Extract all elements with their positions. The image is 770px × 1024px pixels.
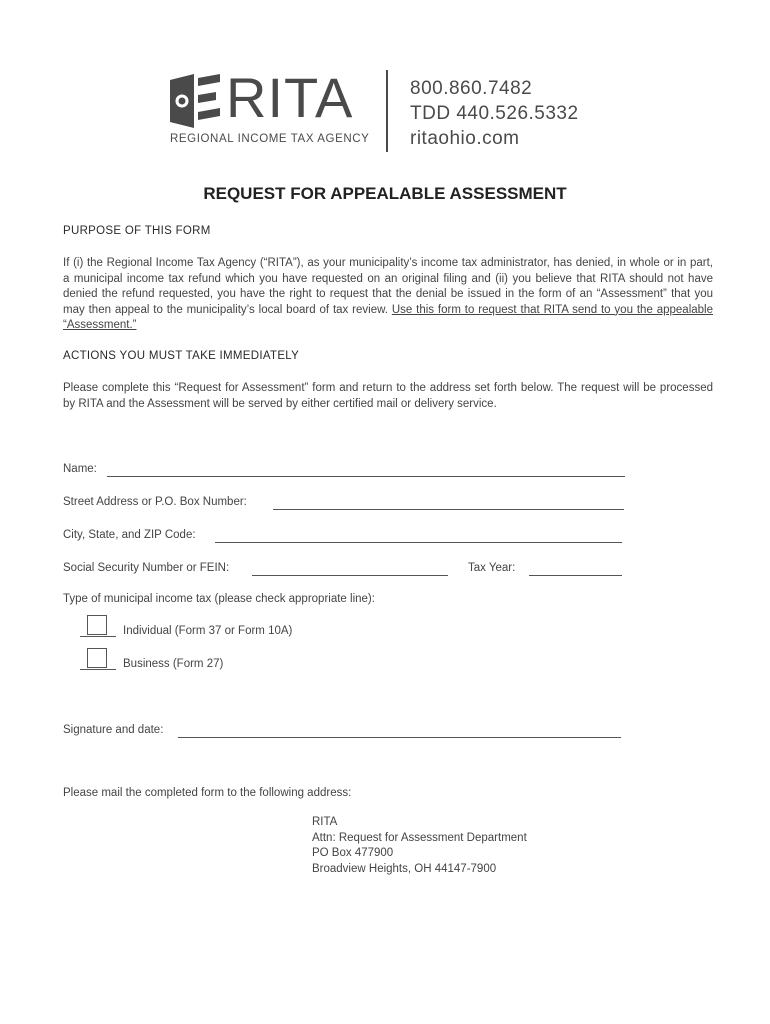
name-field[interactable] — [107, 476, 625, 477]
mailing-address — [312, 815, 527, 877]
address-line-1: RITA — [312, 816, 338, 828]
page-title: REQUEST FOR APPEALABLE ASSESSMENT — [203, 184, 567, 203]
tax-type-label: Type of municipal income tax (please check appropriate line): — [63, 593, 375, 605]
contact-block — [410, 76, 579, 151]
ssn-field[interactable] — [252, 575, 448, 576]
website-link[interactable]: ritaohio.com — [410, 128, 520, 149]
logo-wordmark: RITA — [226, 66, 354, 129]
purpose-paragraph — [63, 256, 713, 334]
rita-logo-icon — [170, 74, 222, 128]
agency-name: REGIONAL INCOME TAX AGENCY — [170, 133, 370, 145]
individual-check-line — [80, 636, 116, 637]
ssn-label: Social Security Number or FEIN: — [63, 562, 230, 574]
name-label: Name: — [63, 463, 97, 475]
individual-checkbox[interactable] — [87, 615, 107, 635]
tax-year-label: Tax Year: — [468, 562, 516, 574]
individual-option-label: Individual (Form 37 or Form 10A) — [123, 625, 293, 637]
purpose-text: If (i) the Regional Income Tax Agency (“RITA”), as your municipality’s income tax administrator, has denied, in whole or in part, a municipal income tax refund which you have requested on an original filing and (ii) you believe that RITA should not have denied the refund requested, you have the right to request that the denial be issued in the form of an “Assessment” that you may then appeal to the municipality’s local board of tax review. — [63, 257, 713, 316]
signature-label: Signature and date: — [63, 724, 164, 736]
address-line-4: Broadview Heights, OH 44147-7900 — [312, 862, 497, 875]
street-label: Street Address or P.O. Box Number: — [63, 496, 247, 508]
header-divider — [386, 70, 388, 152]
address-line-3: PO Box 477900 — [312, 847, 394, 859]
phone-number: 800.860.7482 — [410, 78, 533, 99]
tdd-number: TDD 440.526.5332 — [410, 103, 579, 124]
tax-year-field[interactable] — [529, 575, 622, 576]
actions-heading: ACTIONS YOU MUST TAKE IMMEDIATELY — [63, 350, 300, 362]
address-line-2: Attn: Request for Assessment Department — [312, 831, 527, 844]
city-label: City, State, and ZIP Code: — [63, 529, 196, 541]
actions-paragraph: Please complete this “Request for Assessment” form and return to the address set forth below. The request will be processed by RITA and the Assessment will be served by either certified mail or delivery service. — [63, 382, 713, 410]
mail-instruction: Please mail the completed form to the following address: — [63, 787, 352, 799]
business-checkbox[interactable] — [87, 648, 107, 668]
signature-field[interactable] — [178, 737, 621, 738]
purpose-heading: PURPOSE OF THIS FORM — [63, 225, 211, 237]
purpose-underlined-text: Use this form to request that RITA send to you the appealable “Assessment.” — [63, 303, 713, 331]
street-field[interactable] — [273, 509, 624, 510]
city-field[interactable] — [215, 542, 622, 543]
business-check-line — [80, 669, 116, 670]
business-option-label: Business (Form 27) — [123, 658, 224, 670]
